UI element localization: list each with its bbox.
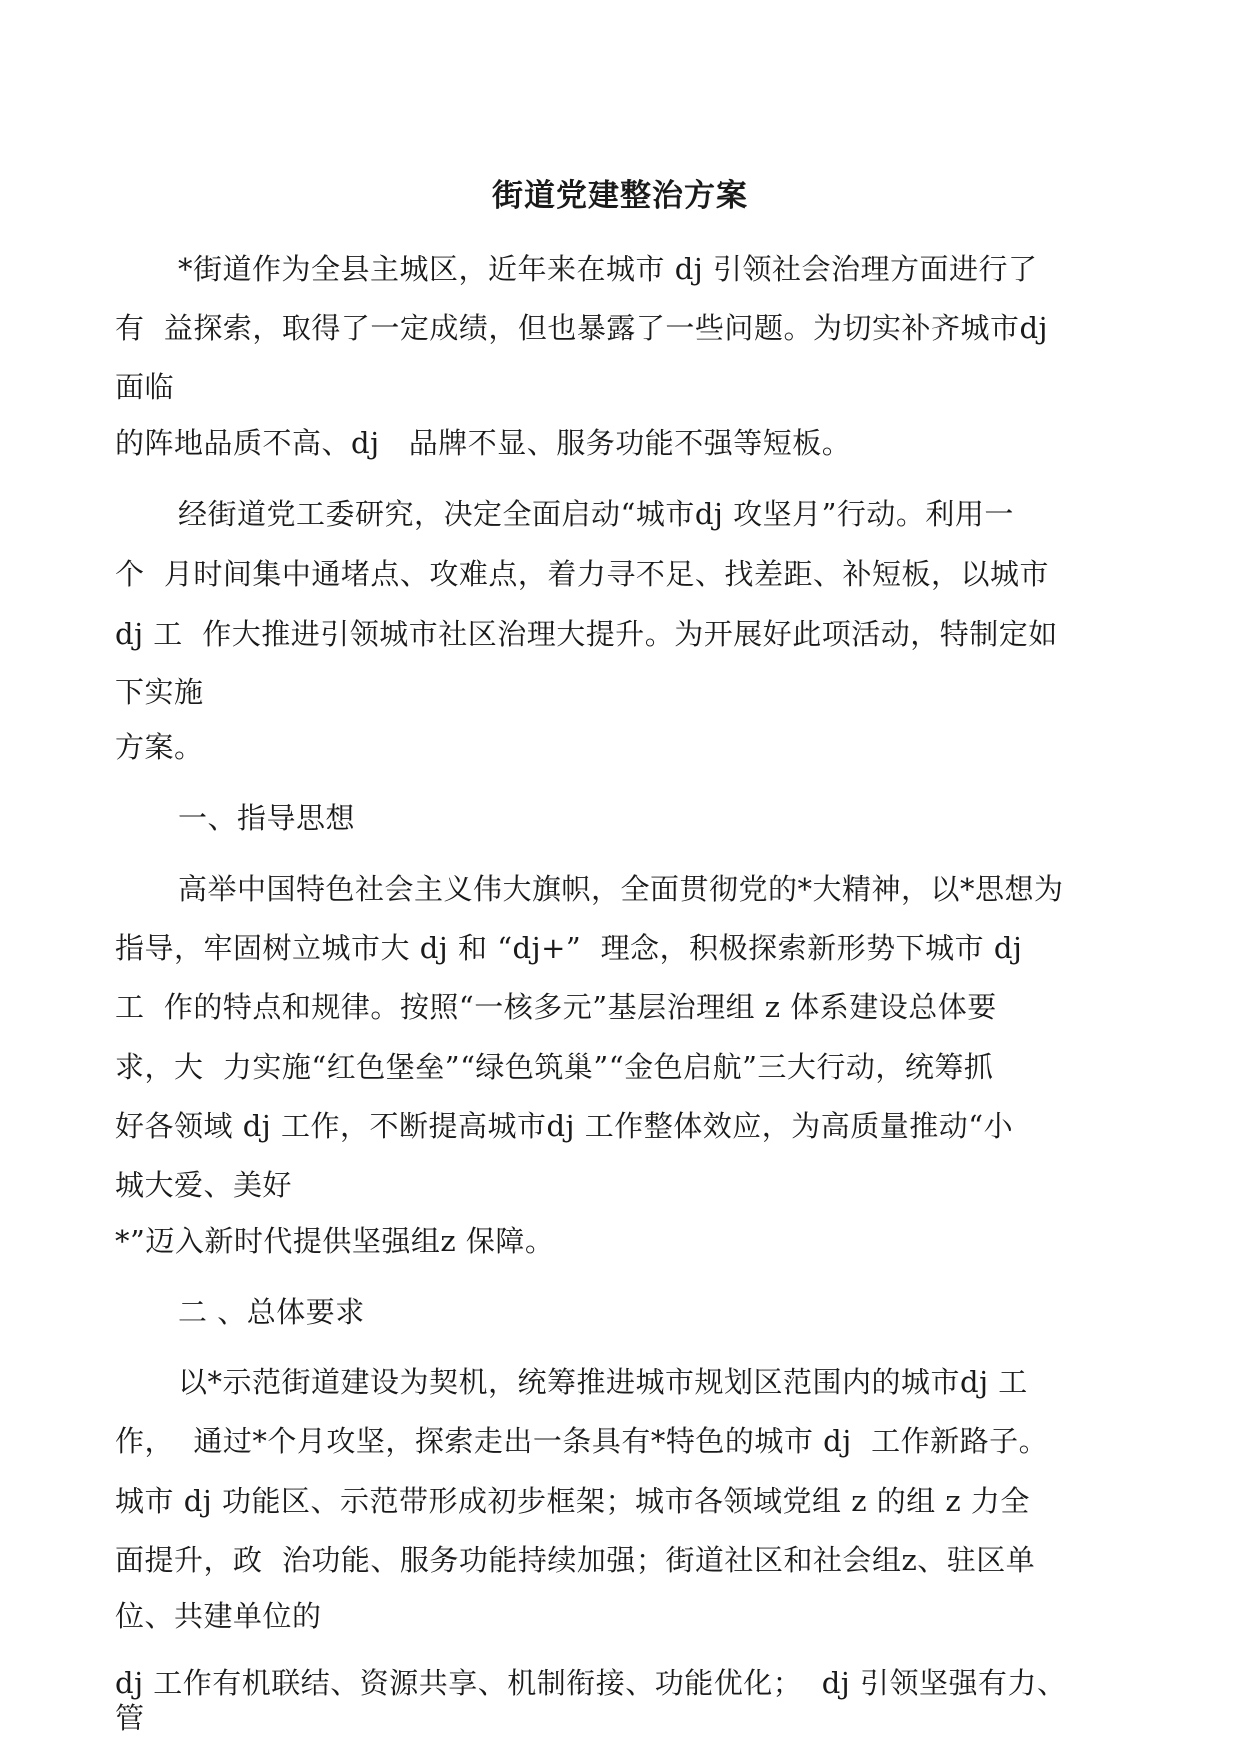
paragraph-line: 指导，牢固树立城市大 dj 和 “dj+” 理念，积极探索新形势下城市 dj	[115, 931, 1023, 965]
paragraph-line: 面提升，政 治功能、服务功能持续加强；街道社区和社会组z、驻区单	[115, 1543, 1036, 1577]
paragraph-line: dj 工 作大推进引领城市社区治理大提升。为开展好此项活动，特制定如	[115, 617, 1058, 651]
paragraph-line: 的阵地品质不高、dj 品牌不显、服务功能不强等短板。	[115, 426, 852, 460]
paragraph-line: 经街道党工委研究，决定全面启动“城市dj 攻坚月”行动。利用一	[178, 497, 1014, 531]
paragraph-line: 面临	[115, 370, 175, 404]
paragraph-line: 城市 dj 功能区、示范带形成初步框架；城市各领域党组 z 的组 z 力全	[115, 1484, 1030, 1518]
paragraph-line: 求，大 力实施“红色堡垒”“绿色筑巢”“金色启航”三大行动，统筹抓	[115, 1050, 994, 1084]
document-title: 街道党建整治方案	[492, 178, 748, 214]
paragraph-line: *街道作为全县主城区，近年来在城市 dj 引领社会治理方面进行了	[178, 252, 1038, 286]
paragraph-line: 以*示范街道建设为契机，统筹推进城市规划区范围内的城市dj 工	[178, 1365, 1028, 1399]
paragraph-line: 有 益探索，取得了一定成绩，但也暴露了一些问题。为切实补齐城市dj	[115, 311, 1048, 345]
paragraph-line: 下实施	[115, 675, 204, 709]
paragraph-line: 工 作的特点和规律。按照“一核多元”基层治理组 z 体系建设总体要	[115, 990, 997, 1024]
section-heading: 二 、总体要求	[178, 1295, 365, 1329]
paragraph-line: dj 工作有机联结、资源共享、机制衔接、功能优化； dj 引领坚强有力、	[115, 1666, 1067, 1700]
paragraph-line: 好各领域 dj 工作，不断提高城市dj 工作整体效应，为高质量推动“小	[115, 1109, 1014, 1143]
paragraph-line: 方案。	[115, 730, 204, 764]
section-heading: 一、指导思想	[178, 801, 356, 835]
paragraph-line: 城大爱、美好	[115, 1168, 293, 1202]
paragraph-line: 高举中国特色社会主义伟大旗帜，全面贯彻党的*大精神，以*思想为	[178, 872, 1064, 906]
paragraph-line: *”迈入新时代提供坚强组z 保障。	[115, 1224, 555, 1258]
paragraph-line: 位、共建单位的	[115, 1599, 322, 1633]
paragraph-line: 个 月时间集中通堵点、攻难点，着力寻不足、找差距、补短板，以城市	[115, 557, 1049, 591]
paragraph-line: 管	[115, 1701, 145, 1735]
paragraph-line: 作， 通过*个月攻坚，探索走出一条具有*特色的城市 dj 工作新路子。	[115, 1424, 1049, 1458]
